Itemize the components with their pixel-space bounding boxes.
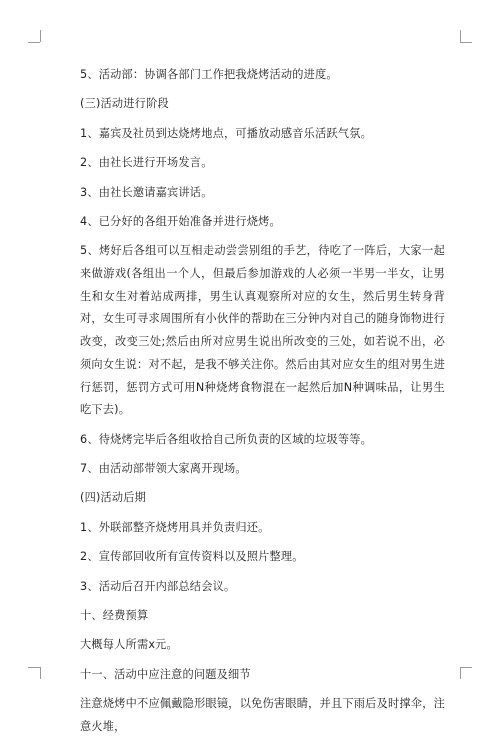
paragraph-step-4: 4、已分好的各组开始准备并进行烧烤。 [80, 214, 281, 228]
paragraph-step-3: 3、由社长邀请嘉宾讲话。 [80, 185, 213, 199]
paragraph-post-3: 3、活动后召开内部总结会议。 [80, 579, 236, 593]
crop-mark-bottom-left-v [40, 667, 41, 679]
document-body [80, 64, 445, 739]
paragraph-budget: 大概每人所需x元。 [80, 638, 178, 652]
paragraph-post-2: 2、宣传部回收所有宣传资料以及照片整理。 [80, 550, 304, 564]
crop-mark-bottom-left-h [28, 667, 40, 668]
paragraph-step-7: 7、由活动部带领大家离开现场。 [80, 462, 247, 476]
paragraph-notes: 注意烧烤中不应佩戴隐形眼镜，以免伤害眼睛，并且下雨后及时撑伞，注意火堆， [80, 697, 445, 733]
crop-mark-bottom-right-v [460, 667, 461, 679]
crop-mark-top-left-v [40, 30, 41, 42]
section-heading-budget: 十、经费预算 [80, 609, 149, 622]
paragraph-step-2: 2、由社长进行开场发言。 [80, 156, 213, 170]
crop-mark-top-right-h [460, 42, 472, 43]
section-heading-post-activity: (四)活动后期 [80, 491, 147, 505]
paragraph-activity-dept: 5、活动部：协调各部门工作把我烧烤活动的进度。 [80, 68, 338, 81]
crop-mark-top-left-h [28, 42, 40, 43]
crop-mark-top-right-v [460, 30, 461, 42]
section-heading-notes: 十一、活动中应注意的问题及细节 [80, 667, 251, 681]
paragraph-step-1: 1、嘉宾及社员到达烧烤地点，可播放动感音乐活跃气氛。 [80, 126, 373, 140]
paragraph-post-1: 1、外联部整齐烧烤用具并负责归还。 [80, 520, 270, 534]
paragraph-step-5-game: 5、烤好后各组可以互相走动尝尝别组的手艺，待吃了一阵后，大家一起来做游戏(各组出一个人，但最后参加游戏的人必须一半男一半女，让男生和女生对着站成两排，男生认真观察所对应的女生，然后男生转身背对，女生可寻求周围所有小伙伴的帮助在三分钟内对自己的随身饰物进行改变，改变三处;然后由所对应男生说出所改变的三处，如若说不出，必须向女生说：对不起，是我不够关注你。然后由其对应女生的组对男生进行惩罚，惩罚方式可用N种烧烤食物混在一起然后加N种调味品，让男生吃下去)。 [80, 244, 445, 417]
crop-mark-bottom-right-h [460, 667, 472, 668]
paragraph-step-6: 6、待烧烤完毕后各组收拾自己所负责的区域的垃圾等等。 [80, 432, 373, 446]
section-heading-activity-stage: (三)活动进行阶段 [80, 97, 169, 111]
